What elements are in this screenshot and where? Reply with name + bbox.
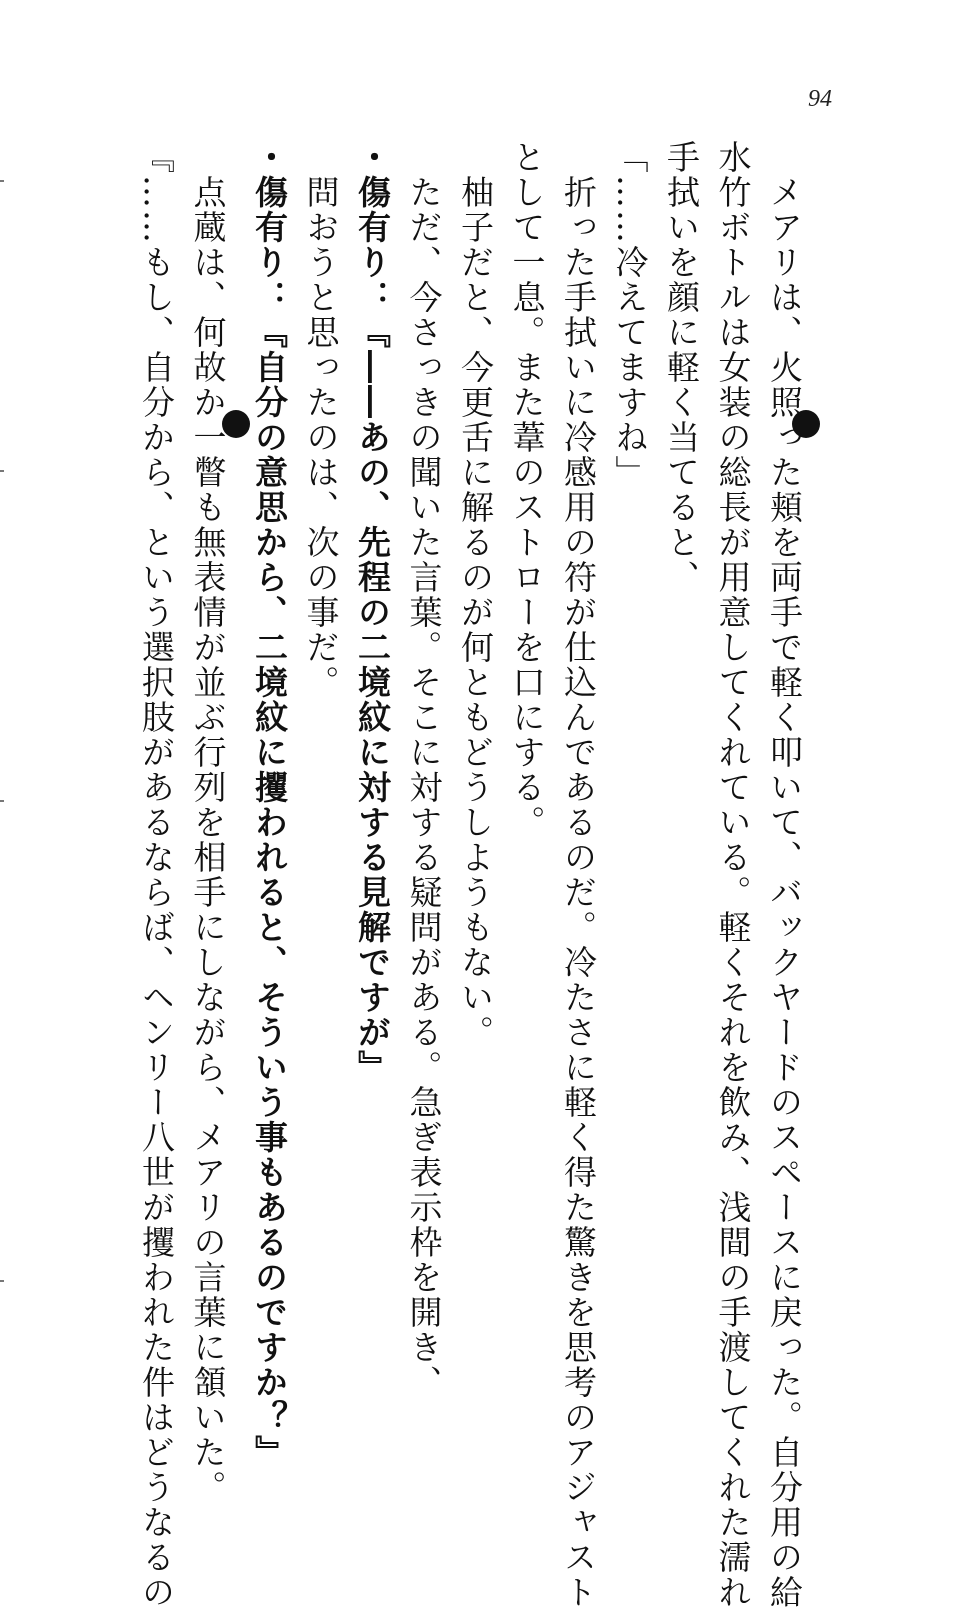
text-line: として一息。また葦のストローを口にする。 (507, 140, 547, 840)
text-line: メアリは、火照った頬を両手で軽く叩いて、バックヤードのスペースに戻った。自分用の給 (765, 140, 804, 1610)
text-line: 水竹ボトルは女装の総長が用意してくれている。軽くそれを飲み、浅間の手渡してくれた濡れ (713, 140, 753, 1610)
text-line: 柚子だと、今更舌に解るのが何ともどうしようもない。 (456, 140, 495, 1050)
text-line: 問おうと思ったのは、次の事だ。 (301, 140, 341, 700)
text-line: 点蔵は、何故か一瞥も無表情が並ぶ行列を相手にしながら、メアリの言葉に頷いた。 (188, 140, 228, 1505)
chat-line: ・傷有り：『自分の意思から、二境紋に攫われると、そういう事もあるのですか？』 (250, 140, 289, 1470)
text-line: 『……もし、自分から、という選択肢があるならば、ヘンリー八世が攫われた件はどうなるの (137, 140, 176, 1610)
text-line: 手拭いを顔に軽く当てると、 (662, 140, 701, 595)
scan-edge-mark (0, 180, 4, 182)
scan-edge-mark (0, 800, 4, 802)
section-gap (234, 140, 244, 1270)
text-line: 「……冷えてますね」 (610, 140, 650, 490)
text-line: ただ、今さっきの聞いた言葉。そこに対する疑問がある。急ぎ表示枠を開き、 (404, 140, 444, 1400)
chat-line: ・傷有り：『――あの、先程の二境紋に対する見解ですが』 (353, 140, 392, 1085)
page-number: 94 (808, 86, 832, 112)
scan-edge-mark (0, 1280, 4, 1282)
text-line: 折った手拭いに冷感用の符が仕込んであるのだ。冷たさに軽く得た驚きを思考のアジャスト (559, 140, 598, 1610)
body-text (131, 140, 811, 1610)
scan-edge-mark (0, 470, 4, 472)
